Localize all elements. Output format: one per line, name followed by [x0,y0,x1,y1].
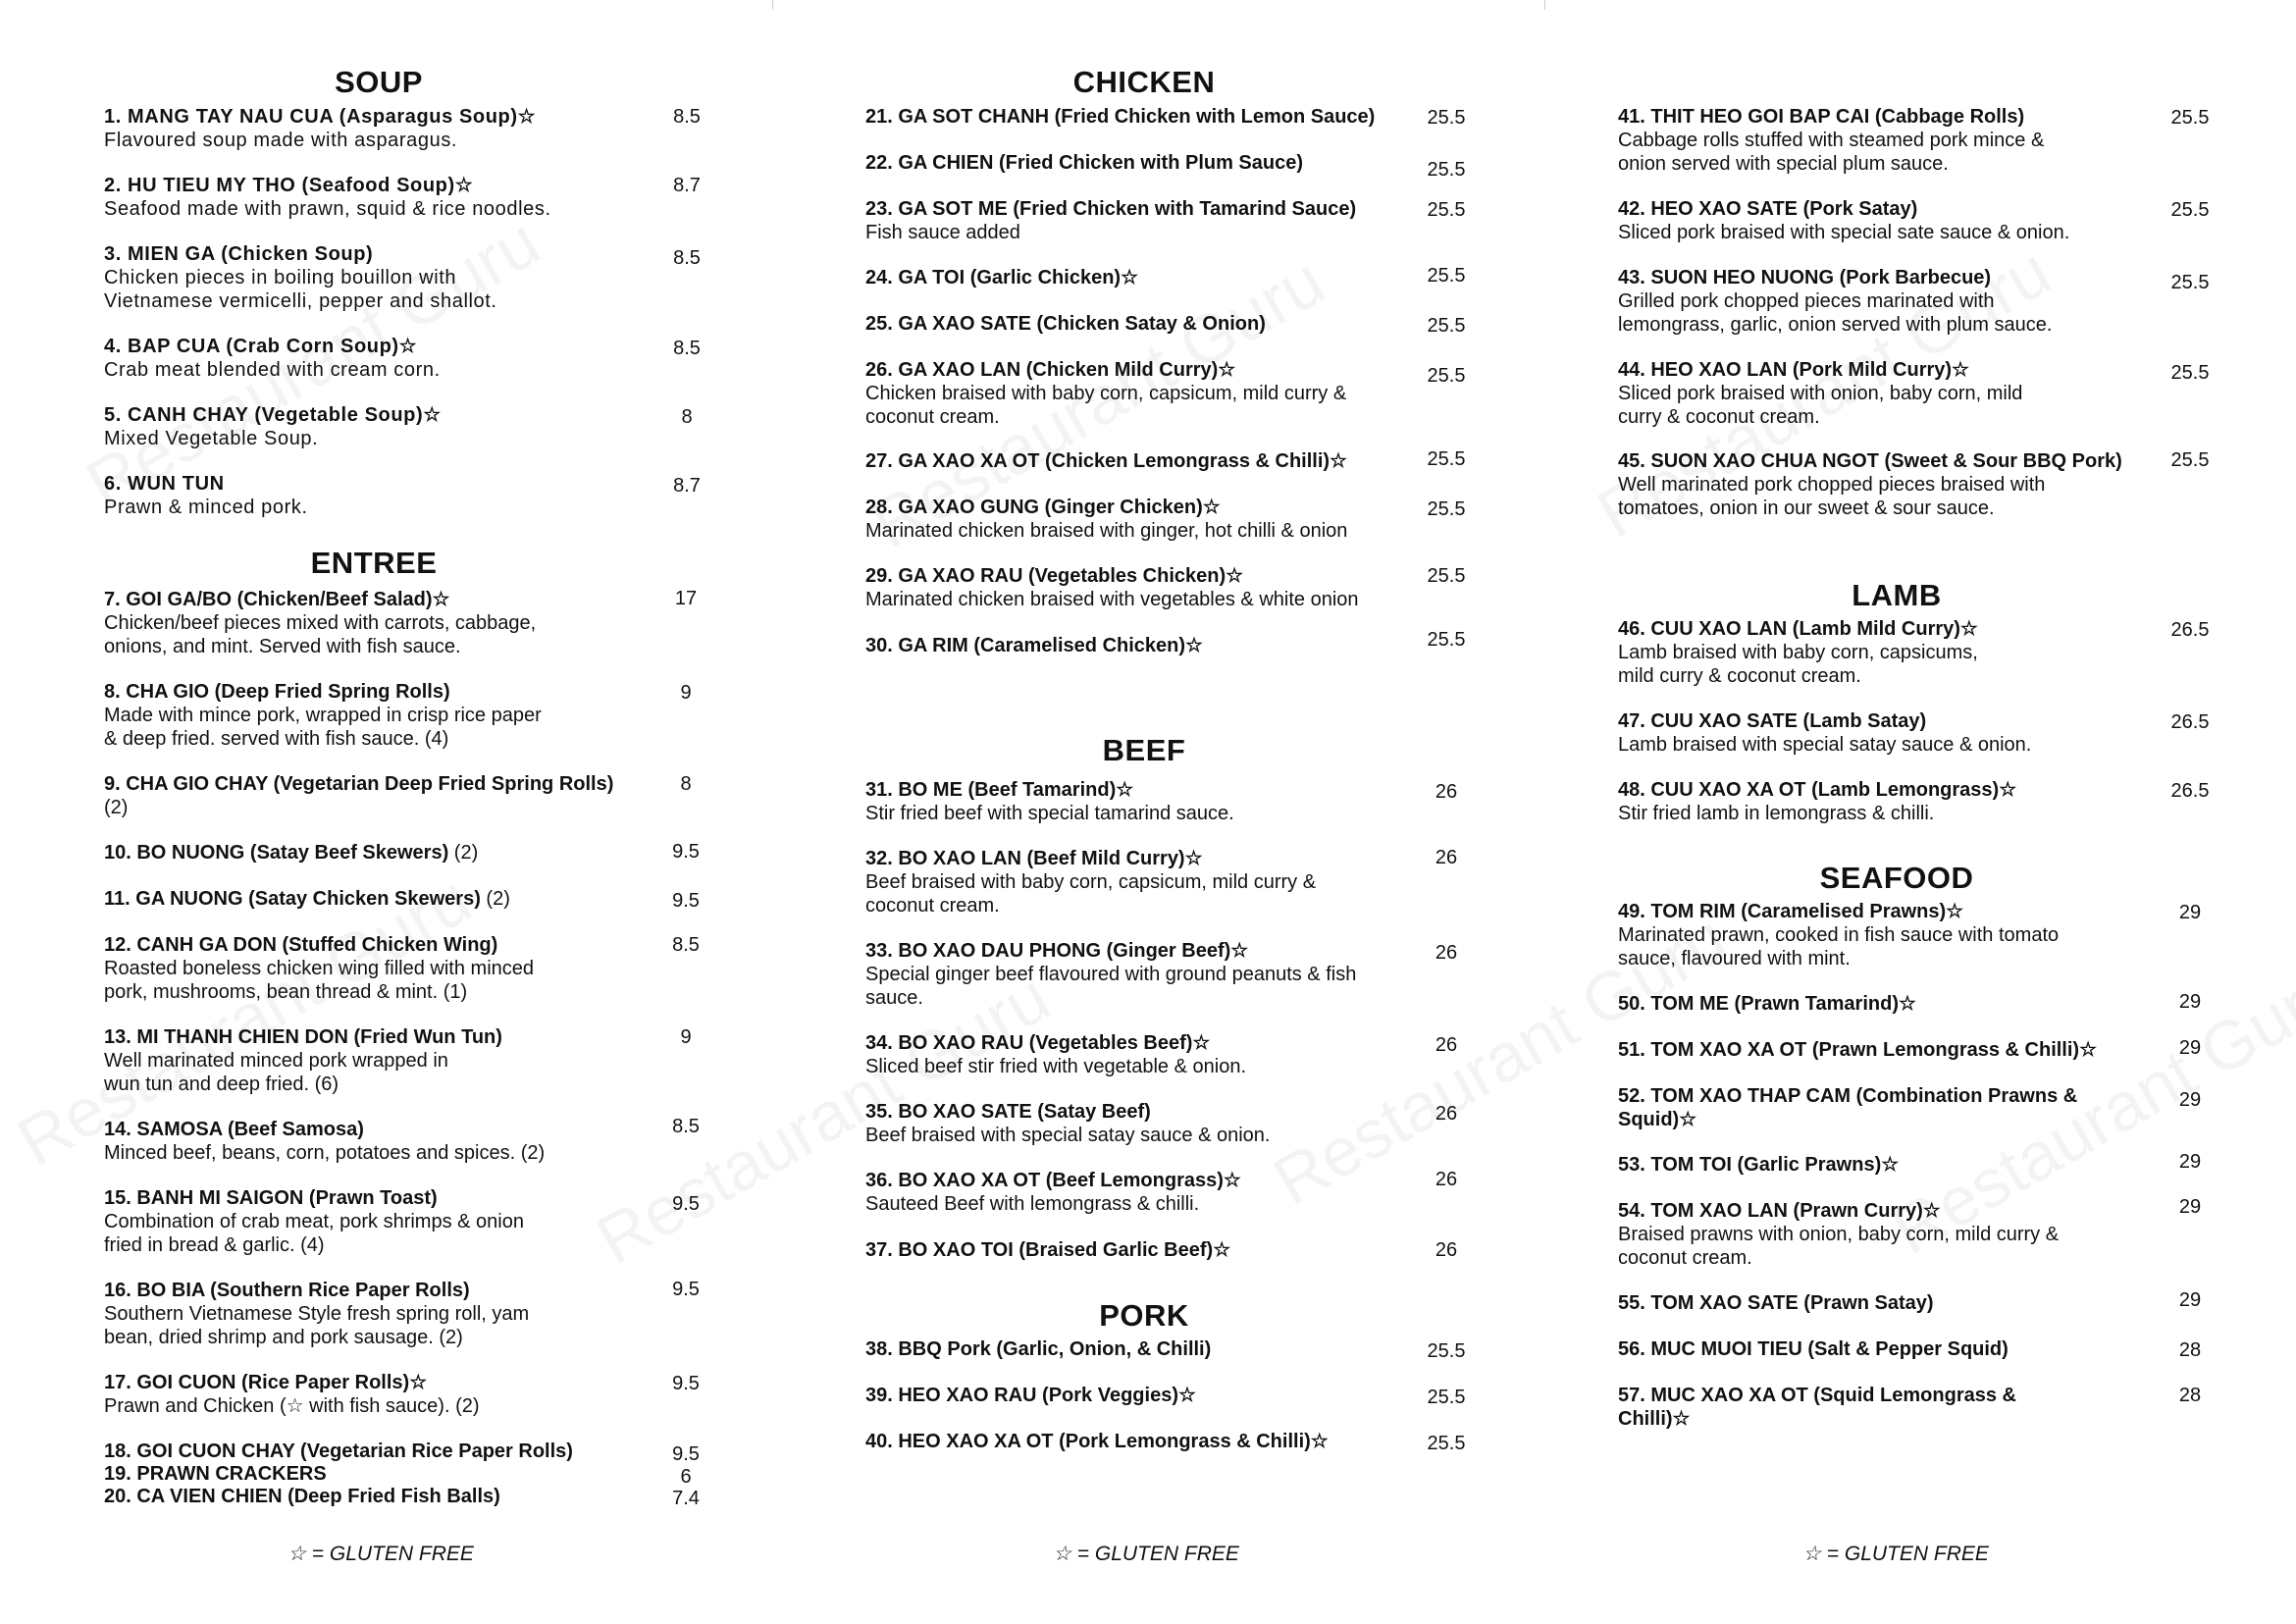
menu-item [104,1118,545,1165]
menu-item [104,1485,500,1508]
menu-item [104,1279,529,1349]
menu-item [1618,1199,2059,1270]
item-price: 26 [1435,942,1458,964]
item-description: Chicken/beef pieces mixed with carrots, cabbage, onions, and mint. Served with fish sauce. [104,612,537,657]
item-name: 21. GA SOT CHANH (Fried Chicken with Lemon Sauce) [865,106,1376,128]
item-name: 39. HEO XAO RAU (Pork Veggies)☆ [865,1385,1196,1406]
item-name: 49. TOM RIM (Caramelised Prawns)☆ [1618,901,1964,922]
item-price: 29 [2178,1289,2202,1311]
item-name: 47. CUU XAO SATE (Lamb Satay) [1618,710,1927,732]
menu-item [865,1430,1329,1453]
item-name: 44. HEO XAO LAN (Pork Mild Curry)☆ [1618,359,1969,381]
item-description: Well marinated pork chopped pieces braised with tomatoes, onion in our sweet & sour sauce. [1618,474,2046,519]
item-name: 11. GA NUONG (Satay Chicken Skewers) [104,888,481,910]
menu-item [104,242,497,313]
item-description: Braised prawns with onion, baby corn, mild curry & coconut cream. [1618,1224,2060,1269]
item-price: 7.4 [672,1488,700,1509]
menu-item [1618,105,2044,176]
item-price: 25.5 [2170,107,2210,129]
item-description: Well marinated minced pork wrapped in wun tun and deep fried. (6) [104,1050,448,1095]
menu-item [1618,992,1916,1016]
item-price: 9.5 [672,1193,700,1215]
item-description: Crab meat blended with cream corn. [104,359,441,381]
menu-item [1618,1153,1899,1177]
item-name: 17. GOI CUON (Rice Paper Rolls)☆ [104,1372,428,1393]
menu-item [865,105,1375,129]
section-title-entree: ENTREE [310,546,438,580]
item-name: 20. CA VIEN CHIEN (Deep Fried Fish Balls) [104,1486,500,1507]
menu-item [1618,1291,1934,1315]
item-price: 29 [2178,1037,2202,1059]
menu-item [865,564,1359,611]
menu-item [104,1025,502,1096]
item-name: 19. PRAWN CRACKERS [104,1463,327,1485]
item-price: 9.5 [672,1373,700,1394]
item-price: 25.5 [1427,629,1466,651]
menu-item [104,933,534,1004]
item-price: 25.5 [1427,448,1466,470]
item-description: Lamb braised with baby corn, capsicums, mild curry & coconut cream. [1618,642,1978,687]
item-name: 48. CUU XAO XA OT (Lamb Lemongrass)☆ [1618,779,2017,801]
item-price: 8 [681,406,693,428]
menu-item [1618,266,2052,337]
item-price: 25.5 [1427,315,1466,337]
menu-item [865,1031,1246,1078]
menu-item [104,105,536,152]
item-name: 18. GOI CUON CHAY (Vegetarian Rice Paper Rolls) [104,1441,573,1462]
page-fold-mark [772,0,773,10]
item-name: 8. CHA GIO (Deep Fried Spring Rolls) [104,681,450,703]
item-price: 25.5 [1427,565,1466,587]
item-name: 33. BO XAO DAU PHONG (Ginger Beef)☆ [865,940,1249,962]
item-description: Sliced pork braised with special sate sauce & onion. [1618,222,2070,243]
item-price: 9.5 [672,1279,700,1300]
item-price: 8 [680,773,692,795]
item-description: Sliced beef stir fried with vegetable & onion. [865,1056,1246,1077]
menu-item [865,312,1266,336]
menu-item [104,403,442,450]
item-description: Stir fried beef with special tamarind sauce. [865,803,1234,824]
item-price: 9.5 [672,1443,700,1465]
item-description: Southern Vietnamese Style fresh spring roll, yam bean, dried shrimp and pork sausage. (2) [104,1303,530,1348]
section-title-chicken: CHICKEN [1072,65,1216,99]
item-price: 26 [1435,1169,1458,1190]
item-description: Made with mince pork, wrapped in crisp rice paper & deep fried. served with fish sauce. (4) [104,705,542,750]
menu-item [1618,900,2059,970]
item-description: (2) [104,797,129,818]
menu-item [1618,1038,2097,1062]
item-price: 25.5 [2170,199,2210,221]
item-name: 23. GA SOT ME (Fried Chicken with Tamarind Sauce) [865,198,1357,220]
menu-item [104,472,308,519]
menu-item [865,1100,1270,1147]
item-name: 12. CANH GA DON (Stuffed Chicken Wing) [104,934,498,956]
menu-item [1618,1384,2016,1431]
item-price: 8.5 [673,247,701,269]
item-price: 26 [1435,781,1458,803]
menu-item [865,634,1203,657]
item-price: 25.5 [1427,1387,1466,1408]
menu-item [865,1238,1230,1262]
item-price: 8.7 [673,475,701,497]
item-name: 25. GA XAO SATE (Chicken Satay & Onion) [865,313,1266,335]
item-name: 45. SUON XAO CHUA NGOT (Sweet & Sour BBQ Pork) [1618,450,2122,472]
menu-item [104,588,536,658]
item-description: Special ginger beef flavoured with ground peanuts & fish sauce. [865,964,1357,1009]
item-price: 29 [2178,991,2202,1013]
item-name: 34. BO XAO RAU (Vegetables Beef)☆ [865,1032,1211,1054]
item-description: Beef braised with special satay sauce & onion. [865,1125,1271,1146]
item-name: 40. HEO XAO XA OT (Pork Lemongrass & Chilli)☆ [865,1431,1329,1452]
item-quantity-note: (2) [448,842,479,864]
menu-item [104,887,510,911]
menu-item [865,1169,1241,1216]
item-description: Combination of crab meat, pork shrimps & onion fried in bread & garlic. (4) [104,1211,524,1256]
item-name: 30. GA RIM (Caramelised Chicken)☆ [865,635,1203,656]
menu-item [1618,1084,2077,1131]
section-title-soup: SOUP [335,65,423,99]
item-name: 10. BO NUONG (Satay Beef Skewers) [104,842,449,864]
page-fold-mark [1544,0,1545,10]
item-price: 26 [1435,847,1458,868]
item-price: 8.5 [673,106,701,128]
item-name: 57. MUC XAO XA OT (Squid Lemongrass & Chilli)☆ [1618,1385,2016,1430]
item-name: 41. THIT HEO GOI BAP CAI (Cabbage Rolls) [1618,106,2025,128]
item-description: Marinated chicken braised with ginger, hot chilli & onion [865,520,1348,542]
item-name: 43. SUON HEO NUONG (Pork Barbecue) [1618,267,1992,288]
item-price: 9.5 [672,841,700,863]
item-price: 8.5 [672,1116,700,1137]
item-price: 29 [2178,902,2202,923]
item-price: 17 [674,588,698,609]
menu-item [1618,449,2122,520]
item-price: 26 [1435,1034,1458,1056]
item-name: 50. TOM ME (Prawn Tamarind)☆ [1618,993,1916,1015]
menu-item [865,197,1356,244]
menu-item [1618,358,2022,429]
item-price: 28 [2178,1385,2202,1406]
menu-item [104,1440,573,1463]
menu-item [865,151,1303,175]
item-name: 36. BO XAO XA OT (Beef Lemongrass)☆ [865,1170,1241,1191]
item-price: 8.7 [673,175,701,196]
item-name: 53. TOM TOI (Garlic Prawns)☆ [1618,1154,1900,1176]
item-name: 51. TOM XAO XA OT (Prawn Lemongrass & Chilli)☆ [1618,1039,2098,1061]
item-price: 26 [1435,1239,1458,1261]
item-price: 25.5 [1427,1340,1466,1362]
item-description: Fish sauce added [865,222,1020,243]
item-quantity-note: (2) [480,888,510,910]
menu-item [1618,197,2069,244]
item-price: 25.5 [1427,107,1466,129]
item-price: 9 [680,1026,692,1048]
item-price: 29 [2178,1196,2202,1218]
item-price: 25.5 [1427,159,1466,181]
item-description: Prawn and Chicken (☆ with fish sauce). (2) [104,1395,480,1417]
item-name: 6. WUN TUN [104,473,225,495]
item-description: Sliced pork braised with onion, baby corn, mild curry & coconut cream. [1618,383,2023,428]
item-price: 25.5 [1427,365,1466,387]
gluten-free-legend: ☆ = GLUTEN FREE [1053,1543,1239,1565]
menu-item [104,772,613,819]
item-description: Lamb braised with special satay sauce & onion. [1618,734,2032,756]
item-price: 26.5 [2170,711,2210,733]
item-price: 9.5 [672,890,700,912]
item-description: Minced beef, beans, corn, potatoes and spices. (2) [104,1142,546,1164]
item-name: 42. HEO XAO SATE (Pork Satay) [1618,198,1918,220]
item-price: 25.5 [1427,498,1466,520]
item-name: 32. BO XAO LAN (Beef Mild Curry)☆ [865,848,1203,869]
item-price: 8.5 [672,934,700,956]
item-price: 28 [2178,1339,2202,1361]
item-price: 25.5 [2170,362,2210,384]
menu-item [865,496,1347,543]
item-description: Stir fried lamb in lemongrass & chilli. [1618,803,1935,824]
menu-item [104,1462,327,1486]
item-name: 28. GA XAO GUNG (Ginger Chicken)☆ [865,497,1221,518]
menu-item [104,1371,480,1418]
item-name: 52. TOM XAO THAP CAM (Combination Prawns & Squid)☆ [1618,1085,2078,1130]
item-name: 2. HU TIEU MY THO (Seafood Soup)☆ [104,175,474,196]
item-name: 37. BO XAO TOI (Braised Garlic Beef)☆ [865,1239,1231,1261]
menu-item [1618,1337,2009,1361]
item-name: 35. BO XAO SATE (Satay Beef) [865,1101,1151,1123]
section-title-seafood: SEAFOOD [1819,861,1974,895]
item-description: Chicken braised with baby corn, capsicum, mild curry & coconut cream. [865,383,1347,428]
item-name: 24. GA TOI (Garlic Chicken)☆ [865,267,1139,288]
item-description: Roasted boneless chicken wing filled with minced pork, mushrooms, bean thread & mint. (1) [104,958,535,1003]
item-price: 25.5 [2170,449,2210,471]
menu-item [865,449,1347,473]
menu-item [1618,617,1978,688]
item-name: 29. GA XAO RAU (Vegetables Chicken)☆ [865,565,1244,587]
menu-item [865,1337,1211,1361]
item-name: 7. GOI GA/BO (Chicken/Beef Salad)☆ [104,589,450,610]
section-title-pork: PORK [1099,1298,1189,1333]
item-name: 55. TOM XAO SATE (Prawn Satay) [1618,1292,1934,1314]
item-price: 25.5 [1427,199,1466,221]
item-price: 26.5 [2170,619,2210,641]
item-price: 29 [2178,1151,2202,1173]
item-name: 9. CHA GIO CHAY (Vegetarian Deep Fried Spring Rolls) [104,773,614,795]
item-description: Beef braised with baby corn, capsicum, mild curry & coconut cream. [865,871,1317,917]
item-price: 26 [1435,1103,1458,1125]
item-price: 29 [2178,1089,2202,1111]
menu-item [865,358,1346,429]
item-name: 56. MUC MUOI TIEU (Salt & Pepper Squid) [1618,1338,2009,1360]
item-description: Seafood made with prawn, squid & rice noodles. [104,198,551,220]
item-price: 25.5 [1427,265,1466,287]
menu-item [865,778,1234,825]
item-name: 15. BANH MI SAIGON (Prawn Toast) [104,1187,438,1209]
menu-item [865,1384,1196,1407]
menu-item [104,335,441,382]
item-name: 13. MI THANH CHIEN DON (Fried Wun Tun) [104,1026,502,1048]
item-name: 46. CUU XAO LAN (Lamb Mild Curry)☆ [1618,618,1978,640]
item-description: Sauteed Beef with lemongrass & chilli. [865,1193,1200,1215]
item-name: 27. GA XAO XA OT (Chicken Lemongrass & Chilli)☆ [865,450,1347,472]
menu-item [104,680,542,751]
item-name: 1. MANG TAY NAU CUA (Asparagus Soup)☆ [104,106,537,128]
item-price: 8.5 [673,338,701,359]
item-price: 25.5 [2170,272,2210,293]
item-price: 26.5 [2170,780,2210,802]
menu-item [865,847,1316,917]
item-description: Mixed Vegetable Soup. [104,428,319,449]
item-name: 26. GA XAO LAN (Chicken Mild Curry)☆ [865,359,1236,381]
menu-item [1618,709,2031,757]
item-name: 38. BBQ Pork (Garlic, Onion, & Chilli) [865,1338,1212,1360]
item-name: 22. GA CHIEN (Fried Chicken with Plum Sauce) [865,152,1304,174]
gluten-free-legend: ☆ = GLUTEN FREE [1802,1543,1989,1565]
menu-item [865,939,1356,1010]
item-price: 6 [680,1466,692,1488]
item-description: Marinated prawn, cooked in fish sauce with tomato sauce, flavoured with mint. [1618,924,2060,969]
item-name: 16. BO BIA (Southern Rice Paper Rolls) [104,1280,470,1301]
item-description: Marinated chicken braised with vegetables & white onion [865,589,1359,610]
menu-item [865,266,1138,289]
section-title-beef: BEEF [1102,733,1186,767]
menu-item [104,174,551,221]
item-description: Chicken pieces in boiling bouillon with Vietnamese vermicelli, pepper and shallot. [104,267,497,312]
item-description: Cabbage rolls stuffed with steamed pork mince & onion served with special plum sauce. [1618,130,2045,175]
item-price: 9 [680,682,692,704]
menu-item [104,841,478,864]
menu-item [104,1186,524,1257]
item-description: Flavoured soup made with asparagus. [104,130,458,151]
menu-item [1618,778,2016,825]
item-description: Prawn & minced pork. [104,497,308,518]
item-name: 5. CANH CHAY (Vegetable Soup)☆ [104,404,442,426]
item-description: Grilled pork chopped pieces marinated with lemongrass, garlic, onion served with plum sauce. [1618,290,2053,336]
item-name: 3. MIEN GA (Chicken Soup) [104,243,374,265]
item-name: 4. BAP CUA (Crab Corn Soup)☆ [104,336,418,357]
section-title-lamb: LAMB [1852,578,1942,612]
gluten-free-legend: ☆ = GLUTEN FREE [287,1543,474,1565]
item-name: 14. SAMOSA (Beef Samosa) [104,1119,364,1140]
item-name: 31. BO ME (Beef Tamarind)☆ [865,779,1134,801]
item-name: 54. TOM XAO LAN (Prawn Curry)☆ [1618,1200,1941,1222]
item-price: 25.5 [1427,1433,1466,1454]
